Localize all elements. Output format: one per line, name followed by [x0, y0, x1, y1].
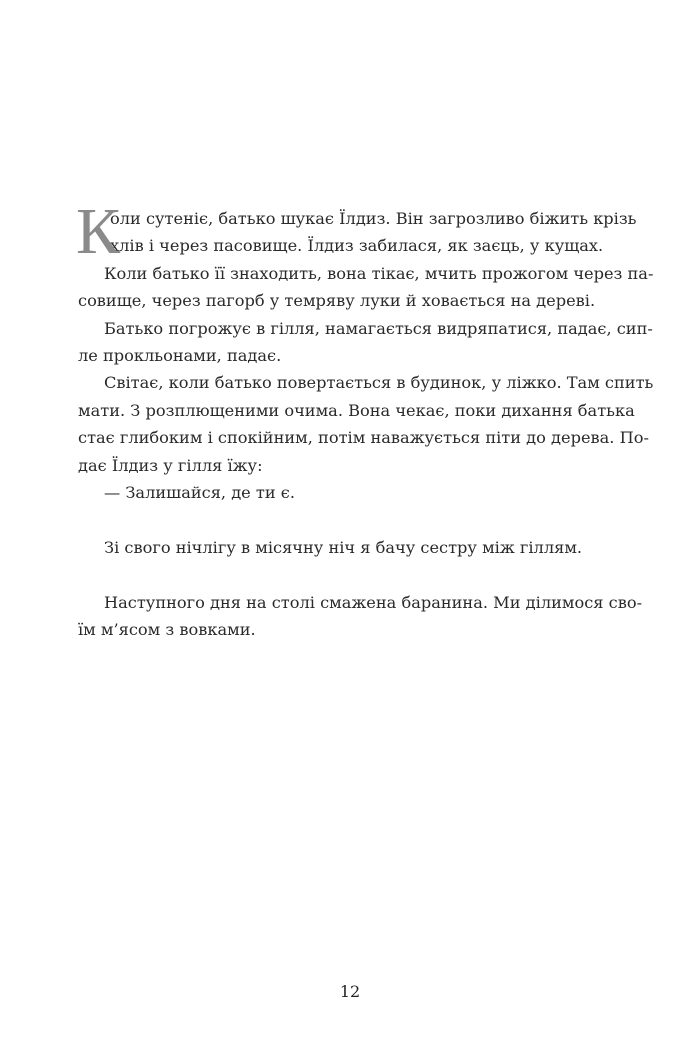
section-gap — [78, 506, 618, 533]
page-number: 12 — [339, 982, 361, 1001]
paragraph-2 — [78, 260, 654, 315]
text-line: Коли батько її знаходить, вона тікає, мчить прожогом через па- — [104, 263, 654, 283]
text-line: Зі свого нічлігу в місячну ніч я бачу сестру між гіллям. — [104, 537, 583, 557]
section-gap — [78, 561, 618, 588]
text-line: Наступного дня на столі смажена баранина. Ми ділимося сво- — [104, 592, 643, 612]
text-line: їм м’ясом з вовками. — [78, 620, 256, 640]
text-line: ле прокльонами, падає. — [78, 346, 282, 366]
drop-cap: К — [76, 195, 121, 268]
paragraph-3 — [78, 315, 653, 370]
text-line: мати. З розплющеними очима. Вона чекає, поки дихання батька — [78, 400, 635, 420]
text-line: Світає, коли батько повертається в будинок, у ліжко. Там спить — [104, 373, 654, 393]
paragraph-5 — [78, 479, 618, 506]
paragraph-1 — [76, 195, 637, 268]
text-line: Батько погрожує в гілля, намагається видряпатися, падає, сип- — [104, 318, 653, 338]
paragraph-4 — [78, 369, 654, 479]
text-line: совище, через пагорб у темряву луки й ховається на дереві. — [78, 291, 596, 311]
paragraph-6 — [78, 534, 618, 561]
text-line: дає Їлдиз у гілля їжу: — [78, 455, 263, 475]
dialogue-line: — Залишайся, де ти є. — [104, 483, 295, 503]
text-line: хлів і через пасовище. Їлдиз забилася, як заєць, у кущах. — [110, 236, 604, 256]
text-line: оли сутеніє, батько шукає Їлдиз. Він загрозливо біжить крізь — [110, 209, 637, 228]
text-line: стає глибоким і спокійним, потім наважується піти до дерева. По- — [78, 428, 649, 448]
body-text — [76, 195, 654, 643]
paragraph-7 — [78, 589, 643, 644]
